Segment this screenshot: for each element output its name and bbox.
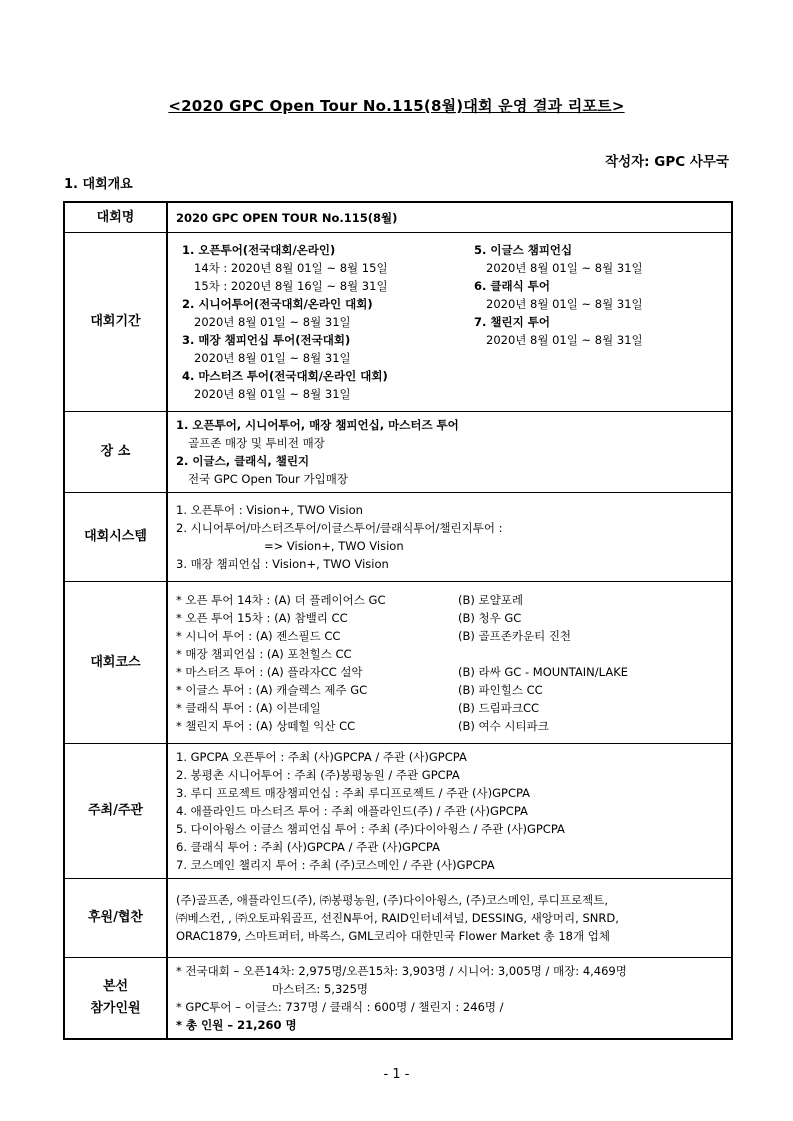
course-b: (B) 로얄포레 [458,592,523,607]
period-line: 6. 클래식 투어 [474,279,550,293]
course-b: (B) 라싸 GC - MOUNTAIN/LAKE [458,664,628,679]
period-line: 2020년 8월 01일 ~ 8월 31일 [194,387,351,401]
course-line [176,591,723,609]
sponsor-line: (주)골프존, 애플라인드(주), ㈜봉평농원, (주)다이아윙스, (주)코스메인, 루디프로젝트, [176,893,608,907]
period-line: 2020년 8월 01일 ~ 8월 31일 [194,315,351,329]
row-system [64,493,732,582]
period-line: 2020년 8월 01일 ~ 8월 31일 [486,261,643,275]
course-a: * 시니어 투어 : (A) 젠스필드 CC [176,628,341,643]
course-a: * 이글스 투어 : (A) 캐슬렉스 제주 GC [176,682,368,697]
period-line: 3. 매장 챔피언십 투어(전국대회) [182,333,351,347]
period-line: 14차 : 2020년 8월 01일 ~ 8월 15일 [194,261,388,275]
label-participants-line1: 본선 [102,979,129,994]
course-a: * 오픈 투어 14차 : (A) 더 플레이어스 GC [176,592,386,607]
course-line [176,663,723,681]
value-system [167,493,732,582]
period-right-column [474,241,723,403]
course-b: (B) 드림파크CC [458,700,540,715]
course-b: (B) 청우 GC [458,610,522,625]
host-line: 5. 다이아윙스 이글스 챔피언십 투어 : 주최 (주)다이아윙스 / 주관 (사)GPCPA [176,822,565,836]
author-line: 작성자: GPC 사무국 [605,154,729,170]
course-line [176,609,723,627]
period-line: 4. 마스터즈 투어(전국대회/온라인 대회) [182,369,388,383]
system-line: 2. 시니어투어/마스터즈투어/이글스투어/클래식투어/챌린지투어 : [176,521,503,535]
venue-line: 1. 오픈투어, 시니어투어, 매장 챔피언십, 마스터즈 투어 [176,418,459,432]
value-participants [167,958,732,1040]
course-a: * 오픈 투어 15차 : (A) 참밸리 CC [176,610,348,625]
host-line: 2. 봉평촌 시니어투어 : 주최 (주)봉평농원 / 주관 GPCPA [176,768,460,782]
label-host: 주최/주관 [64,744,167,879]
period-line: 1. 오픈투어(전국대회/온라인) [182,243,336,257]
period-line: 2020년 8월 01일 ~ 8월 31일 [486,297,643,311]
section-heading: 1. 대회개요 [64,177,133,192]
period-line: 2020년 8월 01일 ~ 8월 31일 [194,351,351,365]
system-line: => Vision+, TWO Vision [264,539,404,553]
value-venue [167,412,732,493]
venue-line: 전국 GPC Open Tour 가입매장 [188,472,348,486]
period-left-column [176,241,474,403]
course-a: * 마스터즈 투어 : (A) 플라자CC 설악 [176,664,363,679]
period-line: 15차 : 2020년 8월 16일 ~ 8월 31일 [194,279,388,293]
row-participants [64,958,732,1040]
value-host [167,744,732,879]
row-name [64,202,732,233]
label-participants [64,958,167,1040]
label-course: 대회코스 [64,582,167,744]
row-course [64,582,732,744]
course-b: (B) 여수 시티파크 [458,718,549,733]
course-a: * 매장 챔피언십 : (A) 포천힐스 CC [176,646,352,661]
page-number: - 1 - [383,1067,410,1082]
value-period [167,233,732,412]
course-b: (B) 골프존카운티 진천 [458,628,572,643]
row-sponsor [64,879,732,958]
system-line: 1. 오픈투어 : Vision+, TWO Vision [176,503,363,517]
sponsor-line: ㈜베스컨, , ㈜오토파워골프, 선진N투어, RAID인터네셔널, DESSING, 새앙머리, SNRD, [176,911,619,925]
period-line: 7. 챌린지 투어 [474,315,550,329]
participants-line: 마스터즈: 5,325명 [272,982,368,996]
value-sponsor [167,879,732,958]
participants-line: * 전국대회 – 오픈14차: 2,975명/오픈15차: 3,903명 / 시니어: 3,005명 / 매장: 4,469명 [176,964,627,978]
host-line: 7. 코스메인 챌리지 투어 : 주최 (주)코스메인 / 주관 (사)GPCPA [176,858,495,872]
sponsor-line: ORAC1879, 스마트퍼터, 바록스, GML코리아 대한민국 Flower Market 총 18개 업체 [176,929,610,943]
period-line: 2020년 8월 01일 ~ 8월 31일 [486,333,643,347]
host-line: 3. 루디 프로젝트 매장챔피언십 : 주최 루디프로젝트 / 주관 (사)GPCPA [176,786,531,800]
label-system: 대회시스템 [64,493,167,582]
page-title: <2020 GPC Open Tour No.115(8월)대회 운영 결과 리포트> [168,97,625,115]
course-line [176,699,723,717]
system-line: 3. 매장 챔피언십 : Vision+, TWO Vision [176,557,389,571]
row-venue [64,412,732,493]
host-line: 4. 애플라인드 마스터즈 투어 : 주최 애플라인드(주) / 주관 (사)GPCPA [176,804,528,818]
course-line [176,645,723,663]
host-line: 1. GPCPA 오픈투어 : 주최 (사)GPCPA / 주관 (사)GPCPA [176,750,467,764]
value-course [167,582,732,744]
label-participants-line2: 참가인원 [90,1001,141,1016]
row-host [64,744,732,879]
value-name: 2020 GPC OPEN TOUR No.115(8월) [167,202,732,233]
course-line [176,717,723,735]
host-line: 6. 클래식 투어 : 주최 (사)GPCPA / 주관 (사)GPCPA [176,840,440,854]
course-line [176,627,723,645]
label-sponsor: 후원/협찬 [64,879,167,958]
row-period [64,233,732,412]
period-line: 5. 이글스 챔피언십 [474,243,573,257]
course-b: (B) 파인힐스 CC [458,682,543,697]
label-venue: 장 소 [64,412,167,493]
venue-line: 골프존 매장 및 투비전 매장 [188,436,325,450]
course-a: * 챌린지 투어 : (A) 상떼힐 익산 CC [176,718,356,733]
period-line: 2. 시니어투어(전국대회/온라인 대회) [182,297,373,311]
participants-line: * GPC투어 – 이글스: 737명 / 클래식 : 600명 / 챌린지 : 246명 / [176,1000,504,1014]
overview-table [63,201,733,1040]
course-a: * 클래식 투어 : (A) 이븐데일 [176,700,321,715]
label-name: 대회명 [64,202,167,233]
label-period: 대회기간 [64,233,167,412]
course-line [176,681,723,699]
venue-line: 2. 이글스, 클래식, 챌린지 [176,454,310,468]
participants-total: * 총 인원 – 21,260 명 [176,1018,297,1032]
